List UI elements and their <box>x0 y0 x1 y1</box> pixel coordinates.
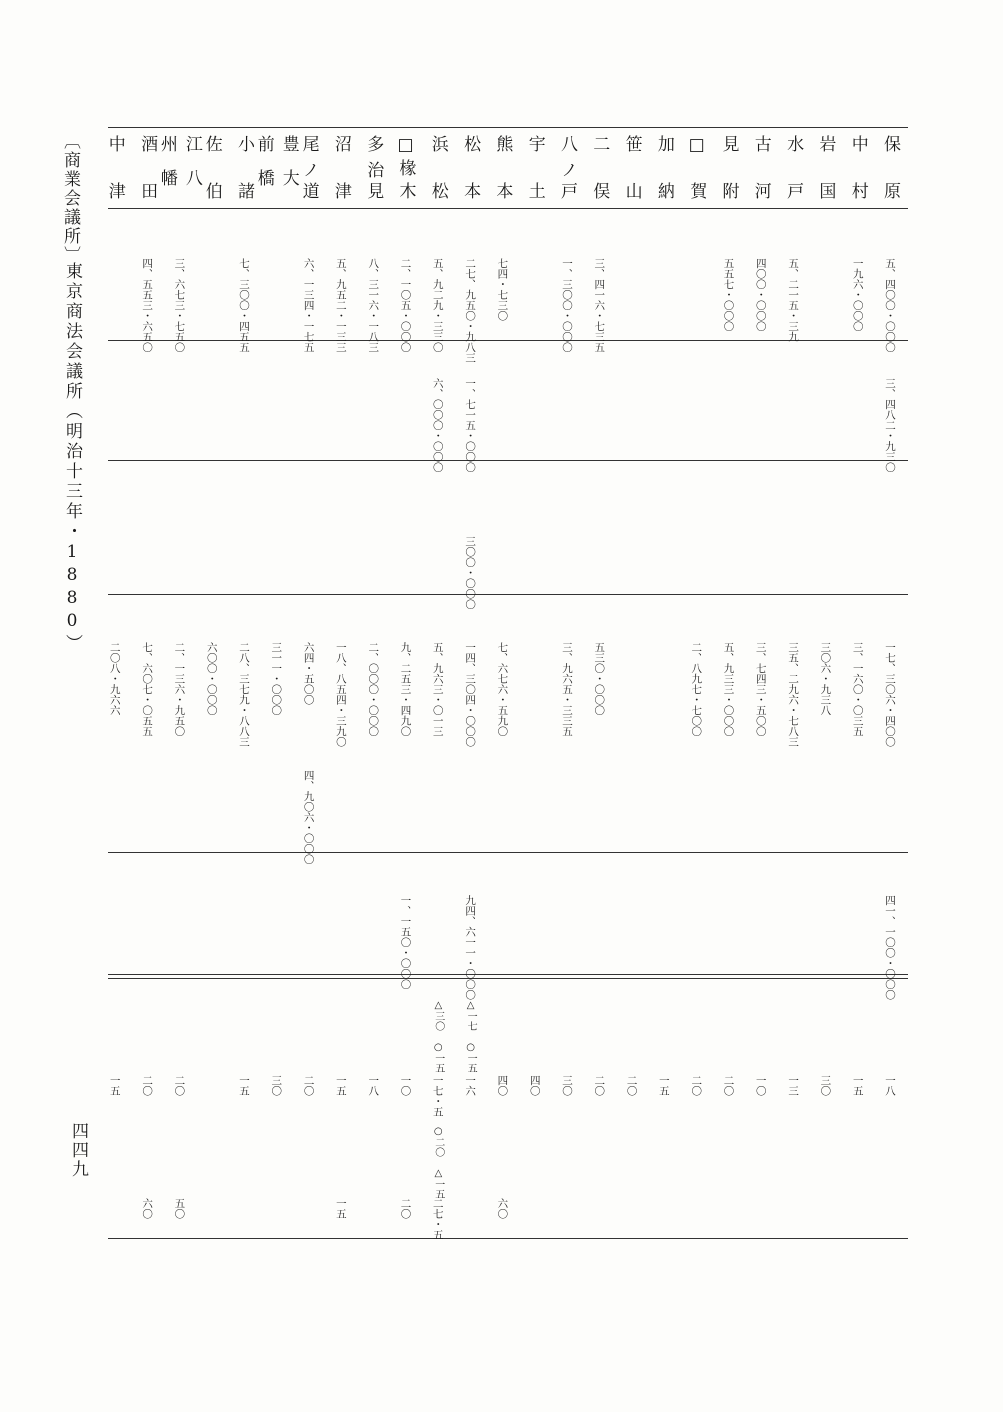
table-cell-c4: 五、九六三・〇一三 <box>431 642 444 737</box>
table-bottom-rule <box>108 1238 908 1239</box>
place-name-bottom: 松 <box>427 182 448 203</box>
place-name <box>253 135 299 203</box>
table-cell-c4: 一八、八五四・三九〇 <box>334 642 347 747</box>
place-name-top: 中 <box>847 135 868 156</box>
place-name-top: 水 <box>783 135 804 156</box>
place-name-bottom: 本 <box>492 182 513 203</box>
table-cell-c4: 三、七四三・五〇〇 <box>754 642 767 737</box>
place-name-bottom: 河 <box>750 182 771 203</box>
place-name-bottom: 伯 <box>201 182 222 203</box>
place-name-top: 宇 <box>524 135 545 156</box>
place-name-top: 保 <box>880 135 900 156</box>
table-cell-c1: 一九六・〇〇〇 <box>851 258 864 332</box>
table-cell-c1: 七四・七三〇 <box>496 258 509 321</box>
table-cell-c4: 三、一六〇・〇三五 <box>851 642 864 737</box>
table-cell-c4: 二、〇〇〇・〇〇〇 <box>367 642 380 737</box>
table-cell-c8: 一〇 <box>754 1075 767 1096</box>
section-rule-2 <box>108 460 908 461</box>
table-cell-c8: 二〇 <box>690 1075 703 1096</box>
table-cell-c10: 六〇 <box>496 1198 509 1219</box>
place-name <box>458 135 483 203</box>
place-name-top: 笹 <box>621 135 642 156</box>
place-name <box>684 135 709 203</box>
table-cell-c1: 五、九二九・三三〇 <box>431 258 444 353</box>
table-cell-c1: 三、六七三・七五〇 <box>173 258 186 353</box>
table-cell-c7: △三〇 ○一五 <box>432 1000 444 1073</box>
table-cell-c8: 三〇 <box>819 1075 832 1096</box>
table-cell-c2: 六、〇〇〇・〇〇〇 <box>431 378 444 473</box>
double-rule-b <box>108 978 908 979</box>
running-title: 東京商法会議所（明治十三年・1880） <box>62 262 82 654</box>
place-name-bottom: 治見 <box>363 161 384 203</box>
table-cell-c8: 二〇 <box>302 1075 315 1096</box>
place-name-bottom: 村 <box>847 182 868 203</box>
place-name-top: 浜 <box>427 135 448 156</box>
table-cell-c8: 四〇 <box>496 1075 509 1096</box>
table-cell-c8: 一五 <box>851 1075 864 1096</box>
place-name <box>781 135 806 203</box>
table-cell-c1: 七、三〇〇・四五五 <box>238 258 250 353</box>
table-cell-c4: 五三〇・〇〇〇 <box>593 642 606 716</box>
table-cell-c8: 三〇 <box>561 1075 573 1096</box>
place-name-top: 酒 <box>137 135 158 156</box>
place-name-bottom: 納 <box>653 182 674 203</box>
place-name <box>878 135 903 203</box>
place-name-top: 豊前 <box>253 135 299 156</box>
table-cell-c1: 八、三一六・一八三 <box>367 258 380 353</box>
header-bottom-rule <box>108 208 908 209</box>
table-cell-c8: 二〇 <box>141 1075 154 1096</box>
double-rule-a <box>108 974 908 975</box>
table-cell-c8: 一五 <box>108 1075 121 1096</box>
place-name-top: 八 <box>557 135 577 156</box>
place-name <box>156 135 202 203</box>
table-cell-c1: 三、四一六・七三五 <box>593 258 606 353</box>
page-number: 四四九 <box>68 1122 88 1179</box>
table-cell-c1: 一、三〇〇・〇〇〇 <box>561 258 573 353</box>
place-name <box>361 135 386 203</box>
place-name-bottom: 附 <box>718 182 739 203</box>
table-cell-c1: 五、九五二・一三三 <box>334 258 347 353</box>
place-name-top: 加 <box>653 135 674 156</box>
place-name <box>717 135 742 203</box>
table-cell-c1: 二、一〇五・〇〇〇 <box>399 258 412 353</box>
table-cell-c4: 六〇〇・〇〇〇 <box>205 642 218 716</box>
table-cell-c6: 九四、六一一・〇〇〇 <box>464 895 477 1000</box>
table-cell-c4: 二八、三七九・八八三 <box>238 642 250 747</box>
table-cell-c1: 二七、九五〇・九八三 <box>464 258 477 363</box>
section-rule-3 <box>108 594 908 595</box>
table-cell-c8: 三〇 <box>270 1075 283 1096</box>
place-name <box>232 135 257 203</box>
place-name <box>523 135 548 203</box>
table-cell-c6: 一、一五〇・〇〇〇 <box>399 895 412 990</box>
table-cell-c4: 一七、三〇六・四〇〇 <box>884 642 896 747</box>
place-name <box>394 135 419 203</box>
place-name <box>103 135 128 203</box>
table-cell-c3: 三〇〇・〇〇〇 <box>464 536 477 610</box>
place-name-bottom: ノ道 <box>298 161 319 203</box>
place-name <box>490 135 515 203</box>
table-cell-c8: 二〇 <box>625 1075 638 1096</box>
place-name-top: 二 <box>589 135 610 156</box>
table-cell-c2: 一、七一五・〇〇〇 <box>464 378 477 473</box>
place-name-bottom: 原 <box>880 182 900 203</box>
table-cell-c4: 一四、三〇四・〇〇〇 <box>464 642 477 747</box>
place-name-top: 佐 <box>201 135 222 156</box>
place-name-bottom: 田 <box>137 182 158 203</box>
table-cell-c4: 五、九三三・〇〇〇 <box>722 642 735 737</box>
place-name <box>813 135 838 203</box>
table-cell-c8: 一五 <box>334 1075 347 1096</box>
place-name-bottom: 木 <box>395 182 416 203</box>
place-name-bottom: 本 <box>460 182 481 203</box>
table-cell-c10: 二七・五 <box>431 1198 444 1240</box>
place-name-bottom: 山 <box>621 182 642 203</box>
place-name <box>426 135 451 203</box>
table-cell-c1: 五、二一五・三九 <box>787 258 800 342</box>
place-name <box>555 135 580 203</box>
table-top-rule <box>108 127 908 128</box>
table-cell-c8: 二〇 <box>173 1075 186 1096</box>
place-name-top: 松 <box>460 135 481 156</box>
place-name-bottom: 土 <box>524 182 545 203</box>
place-name-top: □ <box>686 135 707 159</box>
table-cell-c9: ○二〇 △一五 <box>432 1126 444 1199</box>
table-cell-c2: 三、四八二・九三〇 <box>884 378 896 473</box>
table-cell-c10: 六〇 <box>141 1198 154 1219</box>
place-name-top: 小 <box>234 135 254 156</box>
table-cell-c8: 一五 <box>238 1075 250 1096</box>
table-cell-c8: 二〇 <box>593 1075 606 1096</box>
place-name-top: □椽 <box>395 135 416 180</box>
organization-bracket-label: 〔商業会議所〕 <box>60 132 80 265</box>
table-cell-c8: 二〇 <box>722 1075 735 1096</box>
place-name <box>329 135 354 203</box>
table-cell-c1: 六、一三四・一七五 <box>302 258 315 353</box>
place-name-bottom: 俣 <box>589 182 610 203</box>
table-cell-c8: 一五 <box>657 1075 670 1096</box>
place-name-bottom: 津 <box>104 182 125 203</box>
place-name-top: 熊 <box>492 135 513 156</box>
place-name <box>620 135 645 203</box>
table-cell-c8: 一〇 <box>399 1075 412 1096</box>
place-name-bottom: 戸 <box>783 182 804 203</box>
place-name-top: 古 <box>750 135 771 156</box>
table-cell-c7: △一七 ○一五 <box>465 1000 477 1073</box>
place-name-top: 多 <box>363 135 384 156</box>
table-cell-c4: 二、一三六・九五〇 <box>173 642 186 737</box>
place-name <box>749 135 774 203</box>
table-cell-c8: 一八 <box>884 1075 896 1096</box>
place-name-bottom: 大橋 <box>253 169 299 190</box>
table-cell-c4: 三、九六五・三三五 <box>561 642 573 737</box>
table-cell-c4: 二〇八・九六六 <box>108 642 121 716</box>
place-name-top: 岩 <box>815 135 836 156</box>
place-name-top: 尾 <box>298 135 319 156</box>
table-cell-c4: 二、八九七・七〇〇 <box>690 642 703 737</box>
table-cell-c10: 一五 <box>334 1198 347 1219</box>
place-name <box>846 135 871 203</box>
place-name-bottom: 八幡 <box>156 169 202 190</box>
table-cell-c10: 五〇 <box>173 1198 186 1219</box>
place-name-bottom: ノ戸 <box>557 161 577 203</box>
table-cell-c8: 四〇 <box>528 1075 541 1096</box>
section-rule-4 <box>108 852 908 853</box>
place-name-bottom: 諸 <box>234 182 254 203</box>
table-cell-c4: 六四・五〇〇 <box>302 642 315 705</box>
table-cell-c1: 四、五五三・六五〇 <box>141 258 154 353</box>
table-cell-c1: 四〇〇・〇〇〇 <box>754 258 767 332</box>
place-name-bottom: 賀 <box>686 182 707 203</box>
table-cell-c4: 三一一・〇〇〇 <box>270 642 283 716</box>
place-name <box>135 135 160 203</box>
place-name-top: 沼 <box>330 135 351 156</box>
table-cell-c4: 三五、二九六・七八三 <box>787 642 800 747</box>
place-name-bottom: 国 <box>815 182 836 203</box>
place-name-top: 見 <box>718 135 739 156</box>
place-name-bottom: 津 <box>330 182 351 203</box>
table-cell-c8: 一三 <box>787 1075 800 1096</box>
table-cell-c1: 五、四〇〇・〇〇〇 <box>884 258 896 353</box>
table-cell-c4: 三〇六・九三八 <box>819 642 832 716</box>
table-cell-c8: 一七・五 <box>431 1075 444 1117</box>
table-cell-c4: 九、二五三・四九〇 <box>399 642 412 737</box>
table-cell-c6: 四一、一〇〇・〇〇〇 <box>884 895 896 1000</box>
place-name-top: 江州 <box>156 135 202 156</box>
table-cell-c1: 五五七・〇〇〇 <box>722 258 735 332</box>
table-cell-c4: 七、六〇七・〇五五 <box>141 642 154 737</box>
table-cell-c8: 一八 <box>367 1075 380 1096</box>
place-name-top: 中 <box>104 135 125 156</box>
place-name <box>652 135 677 203</box>
table-cell-c4: 七、六七六・五九〇 <box>496 642 509 737</box>
table-cell-c5: 四、九〇六・〇〇〇 <box>302 770 315 865</box>
place-name <box>587 135 612 203</box>
table-cell-c10: 二〇 <box>399 1198 412 1219</box>
table-cell-c8: 一六 <box>464 1075 477 1096</box>
